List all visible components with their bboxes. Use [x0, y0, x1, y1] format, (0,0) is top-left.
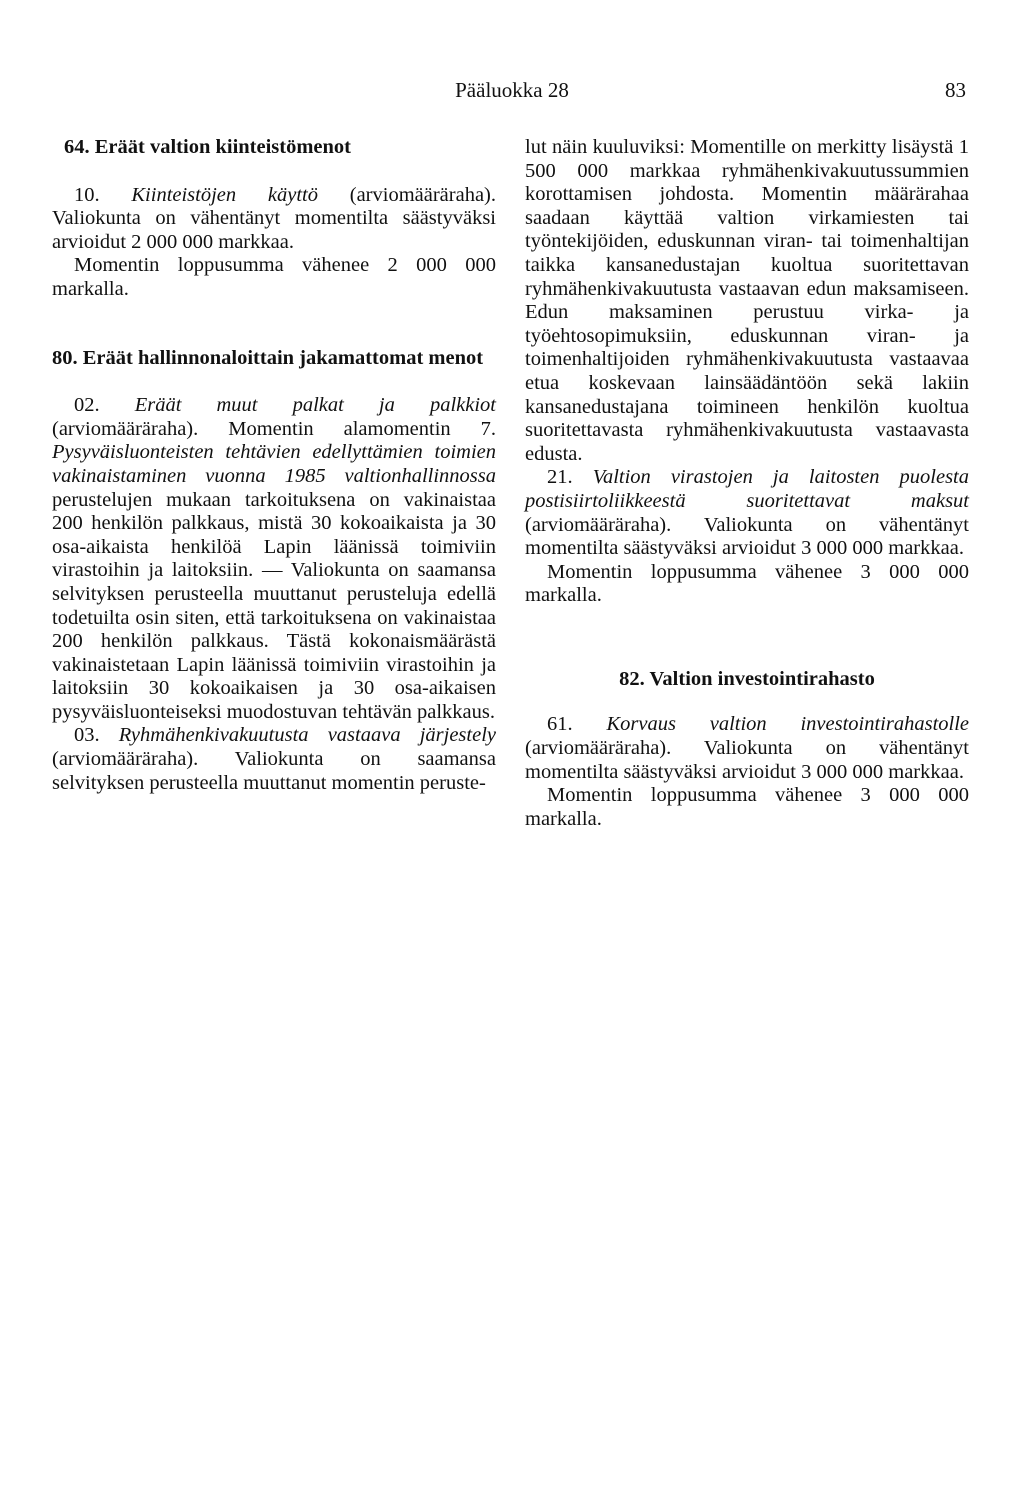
item-10-paragraph [52, 184, 496, 255]
item-title: Korvaus valtion investointirahastolle [606, 713, 969, 736]
section-heading-82: 82. Valtion investointirahasto [619, 667, 875, 690]
item-title: Valtion virastojen ja laitosten puolesta postisiirtoliikkeestä suoritettavat maksut [525, 466, 969, 512]
item-title: Ryhmähenkivakuutusta vastaava järjestely [118, 724, 497, 747]
item-21-total: Momentin loppusumma vähenee 3 000 000 markalla. [525, 560, 969, 607]
section-heading-80: 80. Eräät hallinnonaloittain jakamattomat menot [52, 346, 484, 369]
item-02-paragraph [52, 394, 496, 724]
item-title: Kiinteistöjen käyttö [131, 183, 318, 206]
item-03-paragraph [52, 724, 496, 795]
left-column [52, 136, 496, 795]
item-10-total: Momentin loppusumma vähenee 2 000 000 markalla. [52, 254, 496, 300]
item-text-continued: perustelujen mukaan tarkoituksena on vakinaistaa 200 henkilön palkkaus, mistä 30 kokoaikaista ja 30 osa-aikaista henkilöä Lapin läänissä toimiviin virastoihin ja laitoksiin. — Valiokunta on saamansa selvityksen perusteella muuttanut perusteluja edellä todetuilta osin siten, että tarkoituksena on vakinaistaa 200 henkilön palkkaus. Tästä kokonaismäärästä vakinaistetaan Lapin läänissä toimiviin virastoihin ja laitoksiin 30 kokoaikaisen ja 30 osa-aikaisen pysyväisluonteiseksi muodostuvan tehtävän palkkaus. [52, 488, 496, 723]
item-text: (arviomääräraha). Momentin alamomentin 7. [52, 417, 496, 440]
page-number: 83 [945, 78, 966, 102]
item-text: (arviomääräraha). Valiokunta on vähentänyt momentilta säästyväksi arvioidut 2 000 000 markkaa. [52, 183, 496, 253]
item-text: (arviomääräraha). Valiokunta on vähentänyt momentilta säästyväksi arvioidut 3 000 000 markkaa. [525, 737, 969, 783]
item-italic-reference: Pysyväisluonteisten tehtävien edellyttämien toimien vakinaistaminen vuonna 1985 valtionhallinnossa [52, 441, 496, 487]
item-number: 02. [74, 394, 100, 417]
item-text: (arviomääräraha). Valiokunta on vähentänyt momentilta säästyväksi arvioidut 3 000 000 markkaa. [525, 513, 969, 560]
item-number: 10. [74, 183, 100, 206]
item-number: 21. [547, 466, 573, 489]
item-number: 03. [74, 724, 100, 747]
item-03-continuation: lut näin kuuluviksi: Momentille on merkitty lisäystä 1 500 000 markkaa ryhmähenkivakuutussummien korottamisen johdosta. Momentin määrärahaa saadaan käyttää valtion virkamiesten tai työntekijöiden, eduskunnan viran- tai toimenhaltijan taikka kansanedustajan kuoltua suoritettavan ryhmähenkivakuutusta vastaavan edun maksamiseen. Edun maksaminen perustuu virka- ja työehtosopimuksiin, eduskunnan viran- ja toimenhaltijoiden ryhmähenkivakuutusta vastaavaa etua koskevaan lainsäädäntöön sekä lakiin kansanedustajana toimineen henkilön kuoltua suoritettavasta ryhmähenkivakuutusta vastaavasta edusta. [525, 136, 969, 465]
item-61-total: Momentin loppusumma vähenee 3 000 000 markalla. [525, 784, 969, 830]
running-head: Pääluokka 28 [455, 78, 569, 102]
item-21-paragraph [525, 466, 969, 560]
section-heading-64: 64. Eräät valtion kiinteistömenot [64, 136, 351, 158]
item-text: (arviomääräraha). Valiokunta on saamansa selvityksen perusteella muuttanut momentin peruste- [52, 748, 496, 794]
right-column [525, 136, 969, 831]
item-number: 61. [547, 713, 573, 736]
item-61-paragraph [525, 713, 969, 784]
item-title: Eräät muut palkat ja palkkiot [134, 394, 496, 417]
